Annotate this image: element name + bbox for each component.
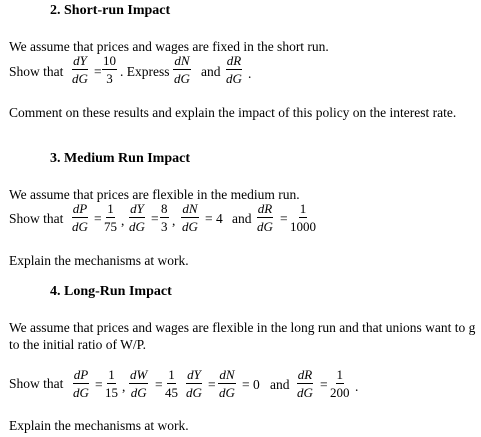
assumption-short-run: We assume that prices and wages are fixed in the short run. xyxy=(9,39,329,54)
fraction-dp-dg: $\frac{dP}{dG}$ xyxy=(73,367,89,400)
fraction-dy-dg: $\frac{dY}{dG}$ xyxy=(129,201,145,234)
fraction-dn-dg: $\frac{dN}{dG}$ xyxy=(174,53,190,86)
comma: , xyxy=(172,213,176,228)
equals-sign: = xyxy=(208,377,216,392)
comment-medium-run: Explain the mechanisms at work. xyxy=(9,253,189,268)
fraction-1-1000: $\frac{1}{1000}$ xyxy=(290,201,316,234)
fraction-dy-dg: $\frac{dY}{dG}$ xyxy=(186,367,202,400)
comma: , xyxy=(121,213,125,228)
fraction-8-3: $\frac{8}{3}$ xyxy=(161,201,168,234)
equals-zero: = 0 xyxy=(242,377,260,392)
comment-long-run: Explain the mechanisms at work. xyxy=(9,418,189,433)
equals-sign: = xyxy=(95,377,103,392)
fraction-dy-dg: $\frac{dY}{dG}$ xyxy=(72,53,88,86)
comment-short-run: Comment on these results and explain the impact of this policy on the interest rate. xyxy=(9,105,457,120)
fraction-dr-dg: $\frac{dR}{dG}$ xyxy=(257,201,273,234)
period: . xyxy=(248,66,252,81)
fraction-dn-dg: $\frac{dN}{dG}$ xyxy=(182,201,198,234)
fraction-dp-dg: $\frac{dP}{dG}$ xyxy=(72,201,88,234)
section-heading-medium-run: 3. Medium Run Impact xyxy=(50,151,191,166)
equals-four: = 4 xyxy=(205,211,223,226)
fraction-1-75: $\frac{1}{75}$ xyxy=(104,201,117,234)
comma: , xyxy=(122,379,126,394)
express-label: . Express xyxy=(120,64,170,79)
show-that-label: Show that xyxy=(9,64,64,79)
equals-sign: = xyxy=(94,64,102,79)
and-label: and xyxy=(232,211,252,226)
and-label: and xyxy=(201,64,221,79)
fraction-dr-dg: $\frac{dR}{dG}$ xyxy=(297,367,313,400)
assumption-long-run-line1: We assume that prices and wages are flexible in the long run and that unions want to g xyxy=(9,320,476,335)
period: . xyxy=(355,379,359,394)
fraction-10-3: $\frac{10}{3}$ xyxy=(103,53,116,86)
fraction-dw-dg: $\frac{dW}{dG}$ xyxy=(130,367,148,400)
assumption-medium-run: We assume that prices are flexible in the medium run. xyxy=(9,187,300,202)
equals-sign: = xyxy=(94,211,102,226)
and-label: and xyxy=(270,377,290,392)
show-that-label: Show that xyxy=(9,376,64,391)
equals-sign: = xyxy=(320,377,328,392)
assumption-long-run-line2: to the initial ratio of W/P. xyxy=(9,337,146,352)
section-heading-long-run: 4. Long-Run Impact xyxy=(50,284,172,299)
equals-sign: = xyxy=(155,377,163,392)
equals-sign: = xyxy=(151,211,159,226)
fraction-1-15: $\frac{1}{15}$ xyxy=(105,367,118,400)
fraction-1-45: $\frac{1}{45}$ xyxy=(165,367,178,400)
fraction-dr-dg: $\frac{dR}{dG}$ xyxy=(226,53,242,86)
fraction-1-200: $\frac{1}{200}$ xyxy=(330,367,350,400)
equals-sign: = xyxy=(280,211,288,226)
section-heading-short-run: 2. Short-run Impact xyxy=(50,3,171,18)
show-that-label: Show that xyxy=(9,211,64,226)
fraction-dn-dg: $\frac{dN}{dG}$ xyxy=(219,367,235,400)
